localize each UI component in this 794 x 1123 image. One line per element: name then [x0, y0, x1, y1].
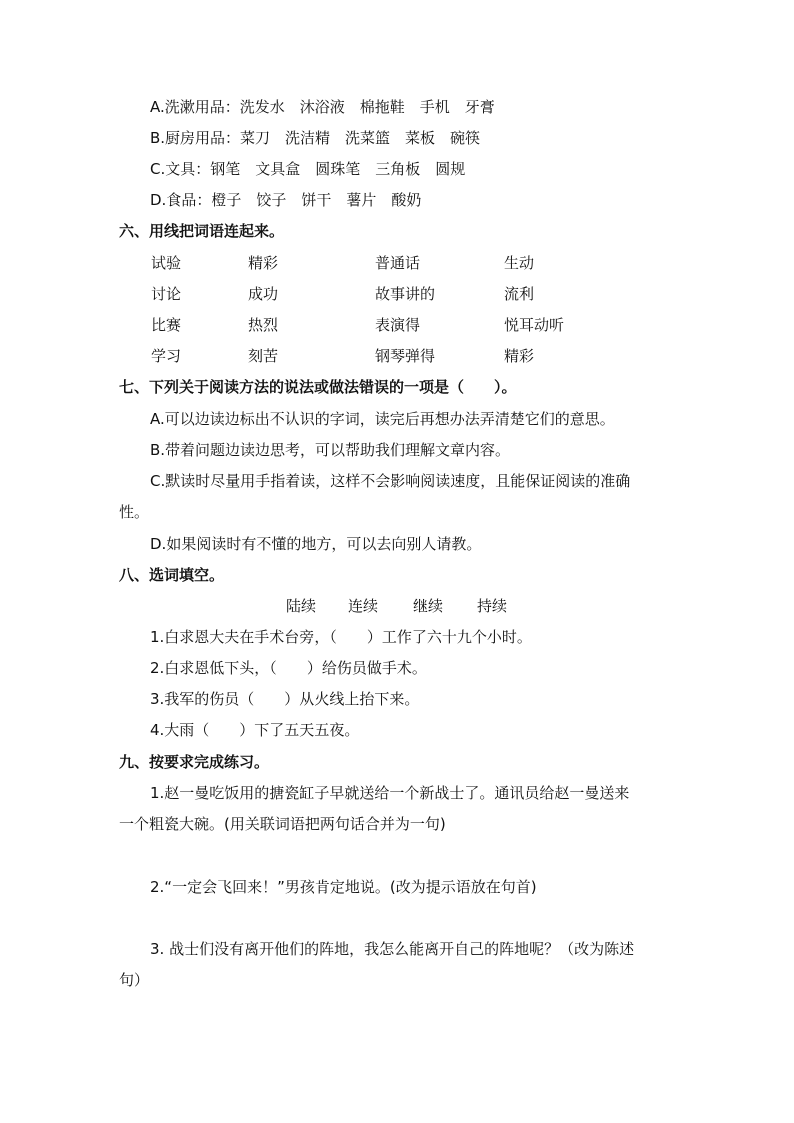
section7-option-d: D.如果阅读时有不懂的地方，可以去向别人请教。: [150, 535, 482, 553]
section7-option-c: C.默读时尽量用手指着读，这样不会影响阅读速度，且能保证阅读的准确: [150, 472, 631, 490]
fill-question-4: 4.大雨（ ）下了五天五夜。: [150, 721, 360, 739]
exercise-3-continued: 句）: [119, 971, 150, 989]
word-item: 精彩: [504, 347, 535, 365]
section7-option-b: B.带着问题边读边思考，可以帮助我们理解文章内容。: [150, 441, 511, 459]
word-item: 刻苦: [248, 347, 279, 365]
word-item: 故事讲的: [375, 285, 436, 303]
section7-option-c-continued: 性。: [119, 503, 150, 521]
word-item: 学习: [151, 347, 182, 365]
word-bank-item: 连续: [348, 597, 379, 615]
section7-option-a: A.可以边读边标出不认识的字词，读完后再想办法弄清楚它们的意思。: [150, 410, 615, 428]
word-item: 试验: [151, 254, 182, 272]
word-bank-item: 陆续: [286, 597, 317, 615]
word-item: 表演得: [375, 316, 421, 334]
word-item: 生动: [504, 254, 535, 272]
fill-question-3: 3.我军的伤员（ ）从火线上抬下来。: [150, 690, 420, 708]
word-item: 普通话: [375, 254, 421, 272]
exercise-3: 3. 战士们没有离开他们的阵地，我怎么能离开自己的阵地呢？（改为陈述: [150, 940, 635, 958]
option-a: A.洗漱用品：洗发水 沐浴液 棉拖鞋 手机 牙膏: [150, 98, 495, 116]
word-bank-item: 继续: [413, 597, 444, 615]
word-item: 精彩: [248, 254, 279, 272]
exercise-1: 1.赵一曼吃饭用的搪瓷缸子早就送给一个新战士了。通讯员给赵一曼送来: [150, 784, 630, 802]
exercise-1-continued: 一个粗瓷大碗。(用关联词语把两句话合并为一句): [119, 815, 446, 833]
word-item: 讨论: [151, 285, 182, 303]
option-b: B.厨房用品：菜刀 洗洁精 洗菜篮 菜板 碗筷: [150, 129, 481, 147]
option-c: C.文具：钢笔 文具盒 圆珠笔 三角板 圆规: [150, 160, 466, 178]
option-d: D.食品：橙子 饺子 饼干 薯片 酸奶: [150, 191, 422, 209]
word-bank-item: 持续: [477, 597, 508, 615]
section8-title: 八、选词填空。: [119, 566, 225, 584]
word-item: 流利: [504, 285, 535, 303]
exercise-2: 2.“一定会飞回来！”男孩肯定地说。(改为提示语放在句首): [150, 878, 537, 896]
section7-title: 七、下列关于阅读方法的说法或做法错误的一项是（ ）。: [119, 378, 517, 396]
word-item: 悦耳动听: [504, 316, 565, 334]
section6-title: 六、用线把词语连起来。: [119, 222, 285, 240]
fill-question-1: 1.白求恩大夫在手术台旁，（ ）工作了六十九个小时。: [150, 628, 532, 646]
word-item: 成功: [248, 285, 279, 303]
section9-title: 九、按要求完成练习。: [119, 753, 270, 771]
word-item: 比赛: [151, 316, 182, 334]
fill-question-2: 2.白求恩低下头，（ ）给伤员做手术。: [150, 659, 427, 677]
word-item: 钢琴弹得: [375, 347, 436, 365]
word-item: 热烈: [248, 316, 279, 334]
